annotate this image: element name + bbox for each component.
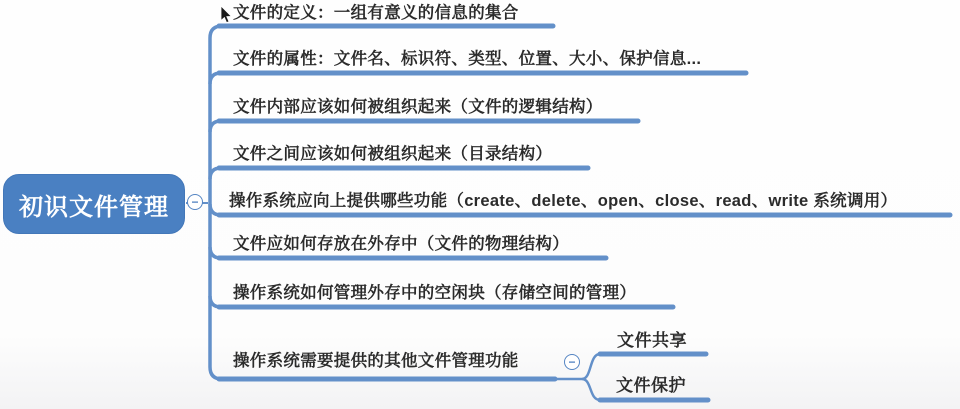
collapse-button-root[interactable]: − [187, 194, 203, 210]
topic-file-attributes[interactable]: 文件的属性：文件名、标识符、类型、位置、大小、保护信息... [233, 50, 702, 68]
topic-directory-structure[interactable]: 文件之间应该如何被组织起来（目录结构） [233, 145, 553, 163]
topic-free-space-mgmt[interactable]: 操作系统如何管理外存中的空闲块（存储空间的管理） [233, 284, 637, 302]
topic-logical-structure[interactable]: 文件内部应该如何被组织起来（文件的逻辑结构） [233, 98, 603, 116]
subtopic-file-sharing[interactable]: 文件共享 [617, 331, 687, 350]
topic-other-functions[interactable]: 操作系统需要提供的其他文件管理功能 [233, 352, 519, 370]
collapse-button-subtree[interactable]: − [564, 354, 580, 370]
topic-system-calls[interactable]: 操作系统应向上提供哪些功能（create、delete、open、close、read、write 系统调用） [229, 192, 898, 210]
mouse-cursor-icon [219, 5, 233, 25]
topic-physical-structure[interactable]: 文件应如何存放在外存中（文件的物理结构） [233, 235, 569, 253]
root-topic[interactable]: 初识文件管理 [3, 174, 185, 234]
subtopic-file-protection[interactable]: 文件保护 [616, 376, 686, 395]
topic-file-definition[interactable]: 文件的定义：一组有意义的信息的集合 [233, 4, 519, 22]
